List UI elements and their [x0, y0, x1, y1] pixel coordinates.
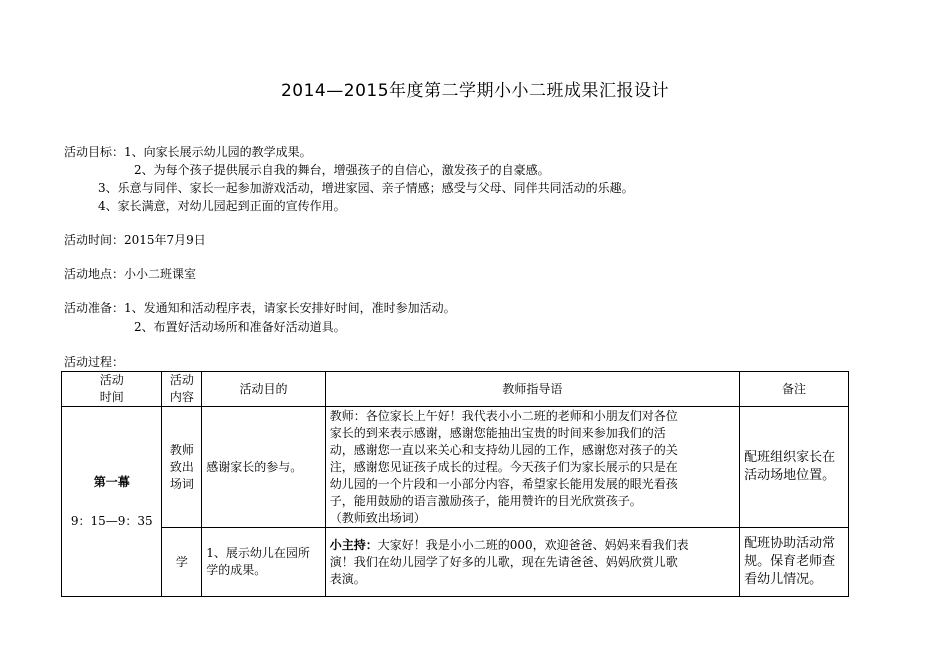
guide-line: 演！我们在幼儿园学了好多的儿歌，现在先请爸爸、妈妈欣赏儿歌: [329, 554, 678, 569]
purpose-cell: 感谢家长的参与。: [202, 407, 325, 528]
process-label: 活动过程：: [64, 355, 125, 369]
note-cell: [740, 407, 849, 528]
activity-time: 活动时间：2015年7月9日: [64, 233, 206, 247]
guide-cell: [325, 528, 739, 597]
guide-line: 教师：各位家长上午好！我代表小小二班的老师和小朋友们对各位: [329, 408, 678, 423]
prep-line-1: 活动准备：1、发通知和活动程序表，请家长安排好时间，准时参加活动。: [64, 301, 456, 315]
header-content-line-1: 活动: [169, 373, 194, 387]
content-line: 场词: [169, 476, 194, 491]
guide-cell: [325, 407, 739, 528]
purpose-line: 学的成果。: [206, 563, 267, 577]
activity-place: 活动地点：小小二班课室: [64, 267, 197, 281]
note-line: 配班协助活动常: [744, 536, 836, 551]
guide-line: （教师致出场词）: [329, 510, 426, 525]
document-title: 2014—2015年度第二学期小小二班成果汇报设计: [280, 81, 670, 101]
act-time: 9：15—9：35: [70, 513, 153, 528]
note-line: 活动场地位置。: [744, 468, 836, 483]
table-row: [62, 528, 849, 597]
act-name: 第一幕: [93, 474, 130, 489]
header-time-line-1: 活动: [99, 373, 124, 387]
header-note: 备注: [740, 372, 849, 407]
process-table: [61, 371, 849, 597]
content-cell: 学: [162, 528, 202, 597]
guide-line: 子，能用鼓励的语言激励孩子，能用赞许的目光欣赏孩子。: [329, 493, 642, 508]
guide-line: 家长的到来表示感谢，感谢您能抽出宝贵的时间来参加我们的活: [329, 425, 666, 440]
content-cell: [162, 407, 202, 528]
content-line: 致出: [169, 459, 194, 474]
header-time-line-2: 时间: [99, 390, 124, 404]
header-guide: 教师指导语: [325, 372, 739, 407]
header-content-line-2: 内容: [169, 390, 194, 404]
guide-line: 幼儿园的一个片段和一小部分内容，希望家长能用发展的眼光看孩: [329, 476, 678, 491]
goal-line-1: 活动目标：1、向家长展示幼儿园的教学成果。: [64, 145, 312, 159]
host-label: 小主持：: [329, 537, 378, 552]
guide-line-text: 大家好！我是小小二班的000，欢迎爸爸、妈妈来看我们表: [377, 537, 689, 552]
note-line: 规。保育老师查: [744, 554, 836, 569]
guide-line: [330, 537, 735, 554]
purpose-line: 1、展示幼儿在园所: [206, 546, 310, 560]
table-row: [62, 407, 849, 528]
note-cell: [740, 528, 849, 597]
goal-line-2: 2、为每个孩子提供展示自我的舞台，增强孩子的自信心，激发孩子的自豪感。: [134, 163, 550, 177]
header-time: [62, 372, 162, 407]
guide-line: 表演。: [329, 571, 366, 586]
prep-line-2: 2、布置好活动场所和准备好活动道具。: [134, 320, 346, 334]
goal-line-3: 3、乐意与同伴、家长一起参加游戏活动，增进家园、亲子情感；感受与父母、同伴共同活动的乐趣。: [98, 181, 634, 195]
header-content: [162, 372, 202, 407]
content-line: 教师: [169, 442, 194, 457]
header-purpose: 活动目的: [202, 372, 325, 407]
purpose-cell: [202, 528, 325, 597]
guide-line: 注，感谢您见证孩子成长的过程。今天孩子们为家长展示的只是在: [329, 459, 678, 474]
table-header-row: [62, 372, 849, 407]
act-cell: [62, 407, 162, 597]
guide-line: 动，感谢您一直以来关心和支持幼儿园的工作，感谢您对孩子的关: [329, 442, 678, 457]
note-line: 看幼儿情况。: [744, 572, 823, 587]
goal-line-4: 4、家长满意，对幼儿园起到正面的宣传作用。: [98, 199, 346, 213]
note-line: 配班组织家长在: [744, 450, 836, 465]
